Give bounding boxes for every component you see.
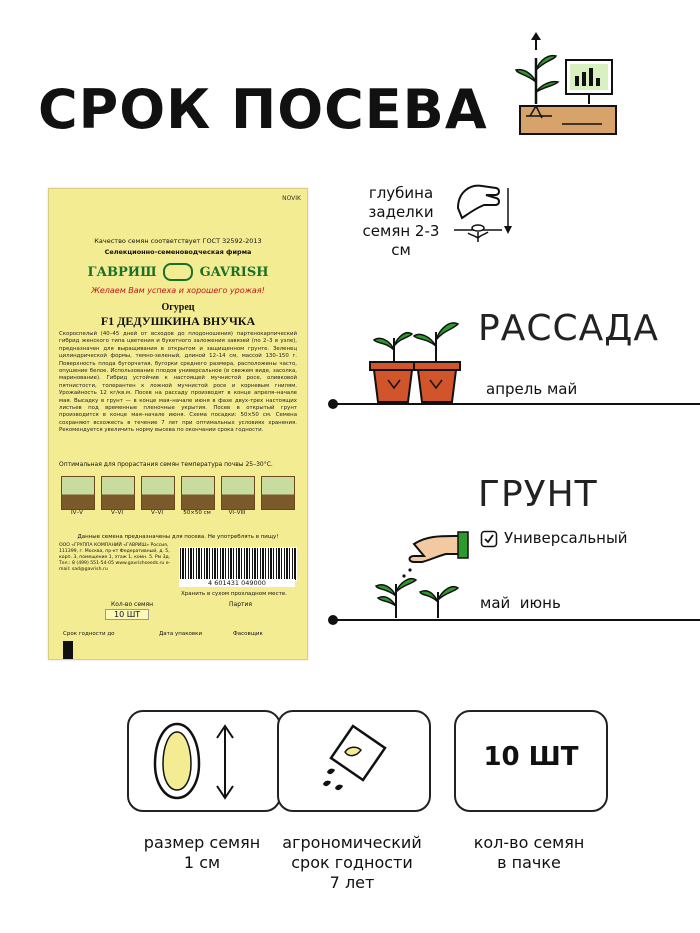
- packet-corner-label: NOVIK: [282, 195, 301, 202]
- timeline-line: [333, 619, 700, 621]
- seed-size-icon: [153, 720, 253, 802]
- packet-description: Скороспелый (40–45 дней от всходов до плодоношения) партенокарпический гибрид женского типа цветения и букетного заложения завязей (по 2–3 в узле), предназначен для выращивания в открытом и защищенном грунте. Зеленец цилиндрической формы, темно-зеленый, длиной 12–14 см, массой 130–150 г. Поверхность плода бугорчатая, бугорки среднего размера, расположены часто, опушение белое. Использование плодов универсальное (в свежем виде, засолка, маринование). Гибрид устойчив к настоящей мучнистой росе, оливковой пятнистости, толерантен к ложной мучнистой росе и корневым гнилям. Урожайность 12 кг/кв.м. Посев на рассаду производят в конце апреля–начале мая. Высадку в грунт — в конце мая–начале июня в фазе двух-трех настоящих листьев под временные пленочные укрытия. Посев в открытый грунт производится в конце мая–начале июня. Схема посадки: 50×50 см. Семена сохраняют всхожесть в течение 7 лет при оптимальных условиях хранения. Рекомендуется увеличить норму высева по окончании срока годности.: [59, 331, 297, 434]
- sowing-depth-text: глубина заделки семян 2-3 см: [362, 184, 440, 259]
- seedling-pots-icon: [366, 318, 462, 404]
- barcode-number: 4 601431 049000: [179, 579, 295, 587]
- packet-expiry-label: Срок годности до: [63, 631, 115, 637]
- planting-schedule-icon: [512, 30, 622, 142]
- packet-company: ООО «ГРУППА КОМПАНИЙ «ГАВРИШ» Россия, 111399, г. Москва, пр-кт Федеративный, д. 5, корп. 3, помещение 1, этаж 1, комн. 5. Рм 3д. Тел.: 8 (499) 551-54-05 www.gavrishseeds.ru e-mail: sad@gavrish.ru: [59, 543, 171, 572]
- stage-label: V–VI: [151, 510, 163, 516]
- ground-check-label: Универсальный: [504, 529, 628, 547]
- stage-image: [221, 476, 255, 510]
- barcode-image: [179, 547, 297, 581]
- seed-count-box: [454, 710, 608, 812]
- shelf-life-caption: агрономический срок годности 7 лет: [282, 833, 422, 892]
- stage-label: IV–V: [71, 510, 83, 516]
- stage-image: [141, 476, 175, 510]
- timeline-line: [333, 403, 700, 405]
- page-title: СРОК ПОСЕВА: [38, 78, 488, 141]
- checkbox-icon: [480, 530, 498, 548]
- stage-label: VI–VIII: [228, 510, 246, 516]
- packet-packer-label: Фасовщик: [233, 631, 263, 637]
- packet-gost: Качество семян соответствует ГОСТ 32592-2013: [94, 237, 262, 245]
- stage-image: [181, 476, 215, 510]
- seed-size-caption: размер семян 1 см: [143, 833, 261, 872]
- packet-brand: [49, 263, 307, 281]
- seed-shelf-life-box: [277, 710, 431, 812]
- seedlings-heading: РАССАДА: [478, 308, 659, 349]
- seedlings-months: апрель май: [486, 380, 578, 398]
- packet-wish: Желаем Вам успеха и хорошего урожая!: [91, 286, 265, 295]
- seed-count-caption: кол-во семян в пачке: [473, 833, 585, 872]
- stage-image: [101, 476, 135, 510]
- ground-months: май июнь: [480, 594, 561, 612]
- stage-label: V–VI: [111, 510, 123, 516]
- hand-sowing-depth-icon: [452, 178, 518, 252]
- packet-black-mark: [63, 641, 73, 659]
- stage-image: [61, 476, 95, 510]
- packet-pack-date-label: Дата упаковки: [159, 631, 203, 637]
- ground-heading: ГРУНТ: [478, 474, 598, 515]
- packet-party-label: Партия: [229, 601, 253, 608]
- brand-right: GAVRISH: [199, 264, 269, 280]
- hand-watering-plants-icon: [374, 530, 470, 620]
- packet-crop: Огурец: [161, 302, 195, 313]
- seed-packet-image: [48, 188, 308, 660]
- packet-qty-label: Кол-во семян: [111, 601, 154, 608]
- brand-logo-icon: [163, 263, 193, 281]
- stage-image: [261, 476, 295, 510]
- packet-variety: F1 ДЕДУШКИНА ВНУЧКА: [100, 314, 256, 328]
- packet-qty-value: 10 ШТ: [105, 609, 149, 620]
- stage-label: 50×50 см: [183, 510, 211, 516]
- seed-count-value: 10 ШТ: [483, 742, 579, 772]
- packet-storage: Хранить в сухом прохладном месте.: [181, 591, 287, 597]
- seed-packet-icon: [315, 722, 391, 802]
- packet-stage-strip: [59, 476, 297, 516]
- seed-size-box: [127, 710, 281, 812]
- packet-temperature: Оптимальная для прорастания семян температура почвы 25–30°С.: [59, 461, 273, 468]
- packet-firm: Селекционно-семеноводческая фирма: [104, 248, 252, 256]
- packet-note: Данные семена предназначены для посева. Не употреблять в пищу!: [77, 534, 279, 540]
- brand-left: ГАВРИШ: [87, 264, 157, 280]
